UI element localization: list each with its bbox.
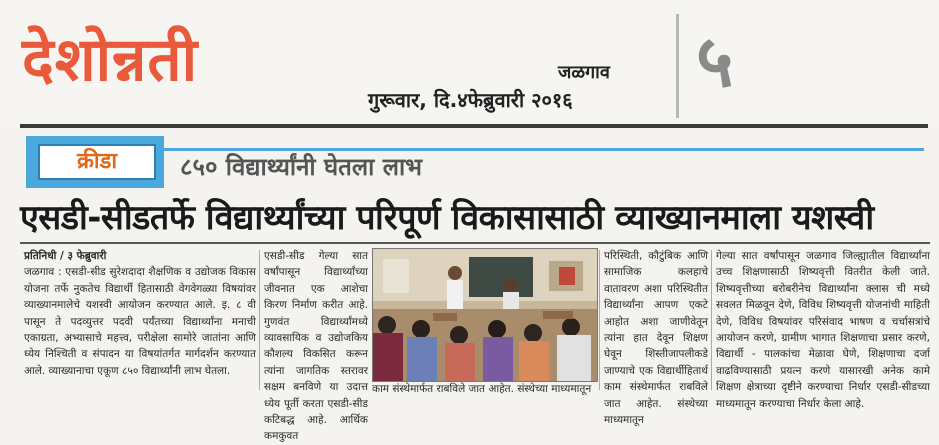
- article-subheading: ८५० विद्यार्थ्यांनी घेतला लाभ: [180, 153, 423, 181]
- masthead: [0, 0, 939, 128]
- masthead-rule: [20, 124, 928, 128]
- column-divider: [599, 250, 600, 390]
- column-divider: [711, 250, 712, 390]
- article-paragraph: जळगाव : एसडी-सीड सुरेशदादा शैक्षणिक व उद्योजक विकास योजना तर्फे नुकतेच विद्यार्थी हितासाठी वेगवेगळ्या विषयांवर व्याख्यानमालेचे यशस्वी आयोजन करण्यात आले. इ. ८ वी पासून ते पदव्युत्तर पदवी पर्यंतच्या विद्यार्थ्यांना मनाची एकाग्रता, अभ्यासाचे महत्त्व, परीक्षेला सामोरे जातांना आणि ध्येय निश्चिती व संपादन या विषयांतर्गत मार्गदर्शन करण्यात आले. व्याख्यानाचा एकूण ८५० विद्यार्थ्यांनी लाभ घेतला.: [24, 266, 256, 377]
- article-headline: एसडी-सीडतर्फे विद्यार्थ्यांच्या परिपूर्ण विकासासाठी व्याख्यानमाला यशस्वी: [20, 198, 874, 238]
- photo-caption: काम संस्थेमार्फत राबविले जात आहेत. संस्थेच्या माध्यमातून: [372, 383, 592, 395]
- article-paragraph: परिस्थिती, कौटुंबिक आणि सामाजिक कलहाचे वातावरण अशा परिस्थितीत विद्यार्थ्यांना आपण एकटे आहोत अशा जाणीवेतून त्यांना हात देवून शिक्षण घेवून शिस्तीजापलीकडे जाण्याचे एक विद्यार्थीहितार्थ काम संस्थेमार्फत राबविले जात आहेत. संस्थेच्या माध्यमातून: [604, 250, 708, 427]
- article-paragraph: एसडी-सीड गेल्या सात वर्षांपासून विद्यार्थ्यांच्या जीवनात एक आशेचा किरण निर्माण करीत आहे. गुणवंत विद्यार्थ्यांमध्ये व्यावसायिक व उद्योजकिय कौशल्य विकसित करून त्यांना जागतिक स्तरावर सक्षम बनविणे या उदात्त ध्येय पूर्ती करता एसडी-सीड कटिबद्ध आहे. आर्थिक कमकुवत: [264, 250, 368, 443]
- article-column-2: [264, 248, 368, 443]
- column-divider: [259, 250, 260, 390]
- edition-place: जळगाव: [558, 62, 610, 83]
- headline-rule: [20, 242, 930, 244]
- article-column-1: [24, 248, 256, 394]
- masthead-divider: [676, 14, 679, 118]
- section-label: क्रीडा: [38, 144, 156, 180]
- article-column-3: [604, 248, 708, 427]
- section-band: [26, 136, 164, 188]
- article-column-4: [716, 248, 930, 410]
- newspaper-logo: देशोन्नती: [22, 25, 199, 95]
- article-byline: प्रतिनिधी / ३ फेब्रुवारी: [24, 250, 107, 262]
- edition-date: गुरूवार, दि.४फेब्रुवारी २०१६: [368, 88, 573, 112]
- article-photo: [372, 248, 598, 382]
- article-paragraph: गेल्या सात वर्षांपासून जळगाव जिल्ह्यातील विद्यार्थ्यांना उच्च शिक्षणासाठी शिष्यवृत्ती वितरीत केली जाते. शिष्यवृत्तीच्या बरोबरीनेच विद्यार्थ्यांना क्लास ची मध्ये सवलत मिळवून देणे, विविध शिष्यवृत्ती योजनांची माहिती देणे, विविध विषयांवर परिसंवाद भाषण व चर्चासत्रांचे आयोजन करणे, ग्रामीण भागात शिक्षणाचा प्रसार करणे, विद्यार्थी - पालकांचा मेळावा घेणे, शिक्षणाचा दर्जा वाढविण्यासाठी प्रयत्न करणे यासारखी अनेक कामे शिक्षण क्षेत्राच्या दृष्टीने करण्याचा निर्धार एसडी-सीडच्या माध्यमातून करण्याचा निर्धार केला आहे.: [716, 250, 930, 410]
- classroom-photo: [373, 249, 597, 381]
- page-number: ५: [696, 19, 734, 103]
